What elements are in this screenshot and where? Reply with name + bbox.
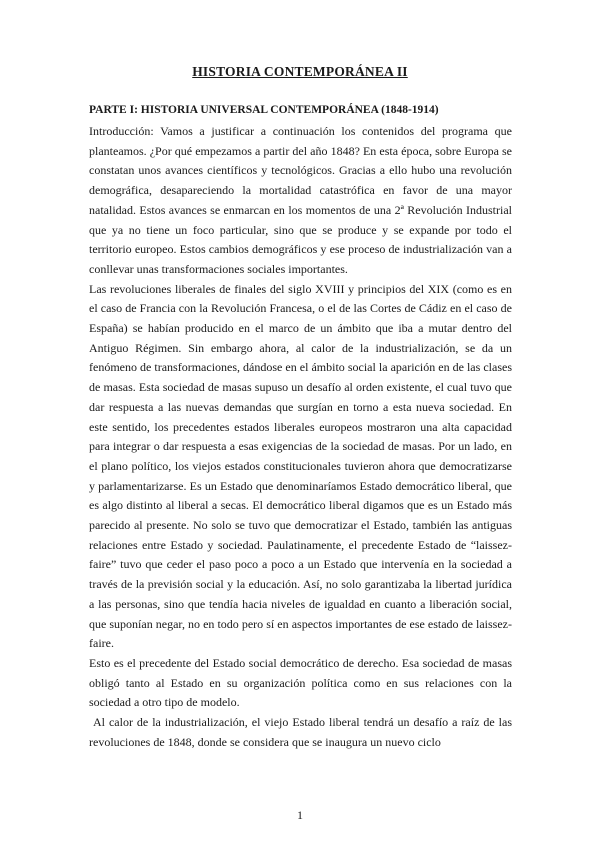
paragraph-revoluciones-liberales: Las revoluciones liberales de finales del siglo XVIII y principios del XIX (como es en el caso de Francia con la Revolución Francesa, o el de las Cortes de Cádiz en el caso de España) se habían producido en el marco de un ámbito que iba a mutar dentro del Antiguo Régimen. Sin embargo ahora, al calor de la industrialización, se da un fenómeno de transformaciones, dándose en el ámbito social la aparición en de las clases de masas. Esta sociedad de masas supuso un desafío al orden existente, el cual tuvo que dar respuesta a las nuevas demandas que surgían en torno a esta nueva sociedad. En este sentido, los precedentes estados liberales europeos mostraron una alta capacidad para integrar o dar respuesta a esas exigencias de la sociedad de masas. Por un lado, en el plano político, los viejos estados constitucionales tuvieron ahora que democratizarse y parlamentarizarse. Es un Estado que denominaríamos Estado democrático liberal, que es algo distinto al liberal a secas. El democrático liberal digamos que es un Estado más parecido al presente. No solo se tuvo que democratizar el Estado, también las antiguas relaciones entre Estado y sociedad. Paulatinamente, el precedente Estado de “laissez-faire” tuvo que ceder el paso poco a poco a un Estado que intervenía en la sociedad a través de la previsión social y la educación. Así, no solo garantizaba la libertad jurídica a las personas, sino que tendía hacia niveles de igualdad en cuanto a liberación social, que suponían negar, no en todo pero sí en aspectos importantes de ese estado de laissez-faire. — [89, 281, 512, 651]
paragraph-estado-social: Esto es el precedente del Estado social democrático de derecho. Esa sociedad de masas obligó tanto al Estado en su organización política como en sus relaciones con la sociedad a otro tipo de modelo. — [89, 655, 512, 710]
page-number: 1 — [297, 808, 303, 822]
body-text — [89, 122, 512, 753]
page-title: HISTORIA CONTEMPORÁNEA II — [192, 64, 408, 79]
paragraph-industrializacion: Al calor de la industrialización, el viejo Estado liberal tendrá un desafío a raíz de las revoluciones de 1848, donde se considera que se inaugura un nuevo ciclo — [89, 715, 512, 749]
part-heading: PARTE I: HISTORIA UNIVERSAL CONTEMPORÁNEA (1848-1914) — [89, 104, 439, 116]
paragraph-introduccion: Introducción: Vamos a justificar a continuación los contenidos del programa que planteamos. ¿Por qué empezamos a partir del año 1848? En esta época, sobre Europa se constatan unos avances científicos y tecnológicos. Gracias a ello hubo una revolución demográfica, desapareciendo la mortalidad catastrófica en favor de una mayor natalidad. Estos avances se enmarcan en los momentos de una 2ª Revolución Industrial que ya no tiene un foco particular, sino que se produce y se expande por todo el territorio europeo. Estos cambios demográficos y ese proceso de industrialización van a conllevar unas transformaciones sociales importantes. — [89, 124, 512, 276]
